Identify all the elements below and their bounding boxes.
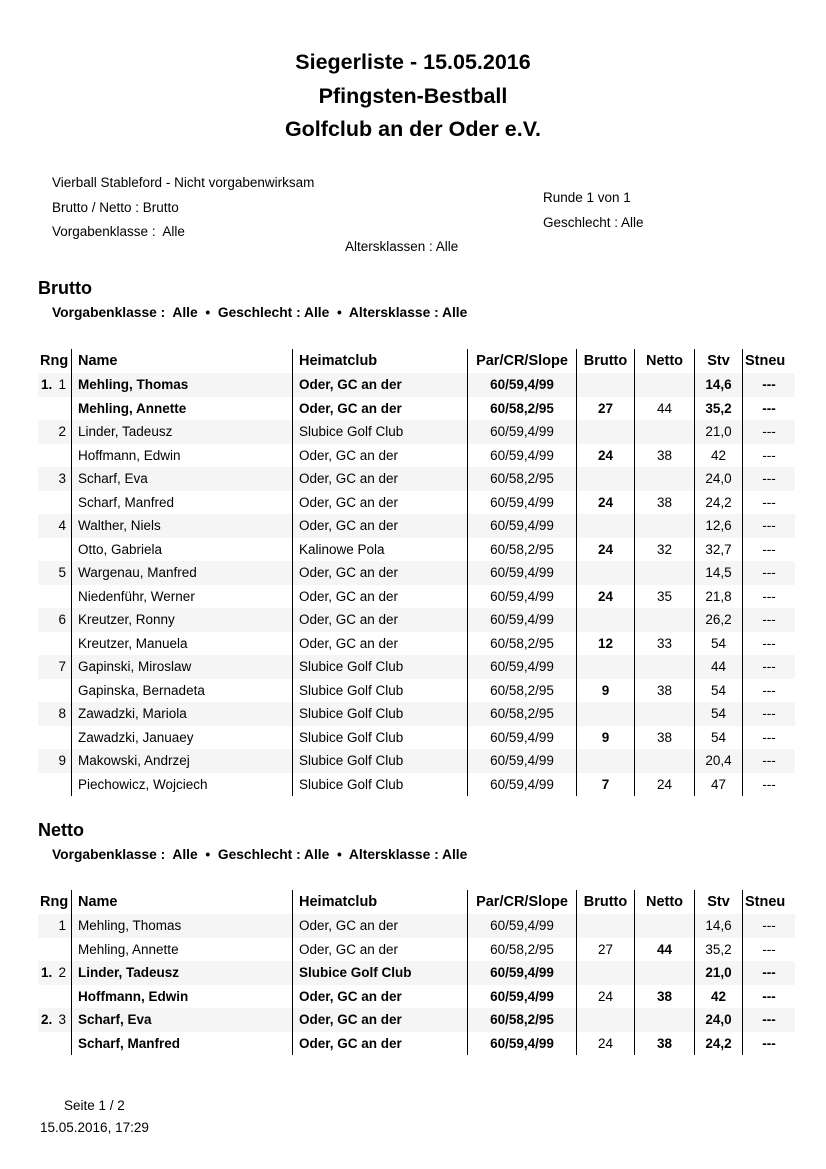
cell-par: 60/59,4/99 — [468, 373, 577, 397]
cell-stv: 21,0 — [695, 420, 743, 444]
cell-netto — [635, 467, 695, 491]
cell-stneu: --- — [762, 471, 776, 487]
cell-netto: 33 — [635, 632, 695, 656]
info-line-2 — [0, 185, 826, 230]
cell-club: Slubice Golf Club — [293, 679, 468, 703]
cell-club: Slubice Golf Club — [293, 655, 468, 679]
cell-club: Oder, GC an der — [293, 1032, 468, 1056]
cell-stv: 21,0 — [695, 961, 743, 985]
table-row — [38, 961, 795, 985]
table-row — [38, 632, 795, 656]
cell-stv: 24,0 — [695, 1008, 743, 1032]
cell-name: Walther, Niels — [72, 514, 293, 538]
cell-name: Zawadzki, Mariola — [72, 702, 293, 726]
cell-name: Makowski, Andrzej — [72, 749, 293, 773]
cell-brutto — [577, 914, 635, 938]
cell-rng — [38, 726, 72, 750]
table-row — [38, 561, 795, 585]
cell-par: 60/58,2/95 — [468, 938, 577, 962]
info-brutto-netto: Brutto / Netto : Brutto — [52, 200, 179, 215]
cell-stneu: --- — [762, 447, 776, 463]
cell-name: Scharf, Manfred — [72, 491, 293, 515]
column-header-brutto: Brutto — [577, 890, 635, 914]
netto-table — [38, 890, 795, 1055]
table-row — [38, 655, 795, 679]
cell-stv: 14,5 — [695, 561, 743, 585]
cell-par: 60/59,4/99 — [468, 773, 577, 797]
cell-brutto: 7 — [577, 773, 635, 797]
rank-number: 5 — [58, 565, 66, 581]
table-row — [38, 773, 795, 797]
cell-par: 60/58,2/95 — [468, 1008, 577, 1032]
cell-name: Otto, Gabriela — [72, 538, 293, 562]
cell-brutto: 24 — [577, 585, 635, 609]
info-runde: Runde 1 von 1 — [543, 190, 631, 205]
rank-number: 3 — [58, 1012, 66, 1028]
cell-club: Oder, GC an der — [293, 373, 468, 397]
cell-name: Linder, Tadeusz — [72, 961, 293, 985]
cell-par: 60/59,4/99 — [468, 491, 577, 515]
cell-rng — [38, 397, 72, 421]
cell-stv: 20,4 — [695, 749, 743, 773]
cell-stneu: --- — [762, 682, 776, 698]
cell-name: Mehling, Thomas — [72, 914, 293, 938]
cell-stneu: --- — [762, 541, 776, 557]
cell-stneu: --- — [762, 588, 776, 604]
info-geschlecht: Geschlecht : Alle — [543, 215, 644, 230]
table-header-row — [38, 890, 795, 914]
cell-club: Oder, GC an der — [293, 444, 468, 468]
cell-rng — [38, 961, 72, 985]
table-row — [38, 397, 795, 421]
cell-club: Oder, GC an der — [293, 1008, 468, 1032]
cell-rng — [38, 773, 72, 797]
column-header-name: Name — [72, 349, 293, 373]
cell-brutto — [577, 608, 635, 632]
cell-par: 60/58,2/95 — [468, 467, 577, 491]
cell-club: Slubice Golf Club — [293, 702, 468, 726]
table-row — [38, 1032, 795, 1056]
cell-stv: 32,7 — [695, 538, 743, 562]
cell-stv: 26,2 — [695, 608, 743, 632]
rank-number: 9 — [58, 753, 66, 769]
cell-brutto: 27 — [577, 938, 635, 962]
cell-stneu: --- — [762, 494, 776, 510]
cell-name: Wargenau, Manfred — [72, 561, 293, 585]
cell-netto — [635, 914, 695, 938]
cell-stneu: --- — [762, 635, 776, 651]
cell-par: 60/59,4/99 — [468, 749, 577, 773]
cell-par: 60/59,4/99 — [468, 961, 577, 985]
table-row — [38, 985, 795, 1009]
column-header-rng: Rng — [38, 349, 72, 373]
cell-par: 60/59,4/99 — [468, 914, 577, 938]
table-row — [38, 538, 795, 562]
cell-rng — [38, 561, 72, 585]
cell-stv: 24,0 — [695, 467, 743, 491]
cell-brutto: 9 — [577, 726, 635, 750]
cell-brutto — [577, 420, 635, 444]
table-row — [38, 373, 795, 397]
cell-stneu: --- — [762, 612, 776, 628]
cell-stv: 54 — [695, 679, 743, 703]
cell-brutto — [577, 749, 635, 773]
rank-number: 4 — [58, 518, 66, 534]
column-header-stv: Stv — [695, 349, 743, 373]
rank-number: 2 — [58, 424, 66, 440]
cell-club: Slubice Golf Club — [293, 961, 468, 985]
cell-rng — [38, 1008, 72, 1032]
cell-name: Gapinski, Miroslaw — [72, 655, 293, 679]
cell-stneu: --- — [762, 377, 776, 393]
cell-rng — [38, 914, 72, 938]
cell-netto — [635, 702, 695, 726]
cell-netto — [635, 608, 695, 632]
cell-rng — [38, 749, 72, 773]
cell-stv: 42 — [695, 444, 743, 468]
cell-name: Scharf, Eva — [72, 467, 293, 491]
cell-stneu: --- — [762, 565, 776, 581]
netto-section-subtitle: Vorgabenklasse : Alle • Geschlecht : Alle • Altersklasse : Alle — [52, 847, 468, 862]
cell-netto: 38 — [635, 985, 695, 1009]
cell-club: Oder, GC an der — [293, 608, 468, 632]
report-title-block — [0, 46, 826, 147]
cell-par: 60/59,4/99 — [468, 726, 577, 750]
footer-timestamp: 15.05.2016, 17:29 — [40, 1120, 149, 1135]
column-header-netto: Netto — [635, 349, 695, 373]
cell-par: 60/58,2/95 — [468, 632, 577, 656]
cell-par: 60/59,4/99 — [468, 444, 577, 468]
cell-stv: 54 — [695, 632, 743, 656]
cell-par: 60/59,4/99 — [468, 585, 577, 609]
rank-number: 6 — [58, 612, 66, 628]
cell-brutto: 27 — [577, 397, 635, 421]
rank-number: 7 — [58, 659, 66, 675]
cell-rng — [38, 444, 72, 468]
cell-brutto: 24 — [577, 985, 635, 1009]
column-header-netto: Netto — [635, 890, 695, 914]
table-row — [38, 726, 795, 750]
cell-stv: 42 — [695, 985, 743, 1009]
cell-brutto — [577, 514, 635, 538]
cell-netto — [635, 561, 695, 585]
cell-club: Oder, GC an der — [293, 561, 468, 585]
cell-rng — [38, 514, 72, 538]
cell-club: Kalinowe Pola — [293, 538, 468, 562]
cell-brutto: 12 — [577, 632, 635, 656]
table-row — [38, 702, 795, 726]
cell-par: 60/59,4/99 — [468, 655, 577, 679]
cell-par: 60/59,4/99 — [468, 985, 577, 1009]
table-row — [38, 514, 795, 538]
cell-name: Mehling, Annette — [72, 397, 293, 421]
cell-netto — [635, 373, 695, 397]
cell-club: Oder, GC an der — [293, 514, 468, 538]
cell-rng — [38, 585, 72, 609]
cell-brutto — [577, 655, 635, 679]
cell-name: Hoffmann, Edwin — [72, 985, 293, 1009]
cell-stneu: --- — [762, 1012, 776, 1028]
cell-rng — [38, 373, 72, 397]
cell-stneu: --- — [762, 729, 776, 745]
table-row — [38, 467, 795, 491]
cell-name: Kreutzer, Manuela — [72, 632, 293, 656]
cell-brutto: 9 — [577, 679, 635, 703]
cell-netto: 24 — [635, 773, 695, 797]
cell-rng — [38, 655, 72, 679]
cell-name: Linder, Tadeusz — [72, 420, 293, 444]
info-altersklassen: Altersklassen : Alle — [345, 239, 459, 254]
cell-club: Slubice Golf Club — [293, 420, 468, 444]
cell-stneu: --- — [762, 776, 776, 792]
cell-name: Scharf, Manfred — [72, 1032, 293, 1056]
cell-par: 60/59,4/99 — [468, 420, 577, 444]
brutto-section-heading: Brutto — [38, 278, 92, 298]
report-title-line-1: Siegerliste - 15.05.2016 — [295, 50, 531, 74]
cell-stneu: --- — [762, 400, 776, 416]
column-header-stneu: Stneu — [745, 894, 786, 910]
cell-stneu: --- — [762, 424, 776, 440]
cell-rng — [38, 985, 72, 1009]
cell-netto: 38 — [635, 491, 695, 515]
cell-club: Slubice Golf Club — [293, 773, 468, 797]
cell-brutto: 24 — [577, 444, 635, 468]
cell-stneu: --- — [762, 1035, 776, 1051]
info-vorgabenklasse: Vorgabenklasse : Alle — [52, 224, 185, 239]
cell-brutto: 24 — [577, 538, 635, 562]
cell-stv: 44 — [695, 655, 743, 679]
column-header-brutto: Brutto — [577, 349, 635, 373]
cell-rng — [38, 1032, 72, 1056]
netto-section-heading: Netto — [38, 820, 84, 840]
cell-club: Oder, GC an der — [293, 632, 468, 656]
cell-club: Oder, GC an der — [293, 938, 468, 962]
cell-netto — [635, 1008, 695, 1032]
footer-page-number: Seite 1 / 2 — [64, 1098, 125, 1113]
table-row — [38, 1008, 795, 1032]
cell-stneu: --- — [762, 941, 776, 957]
cell-name: Piechowicz, Wojciech — [72, 773, 293, 797]
cell-stneu: --- — [762, 918, 776, 934]
cell-name: Mehling, Annette — [72, 938, 293, 962]
brutto-section-subtitle: Vorgabenklasse : Alle • Geschlecht : Alle • Altersklasse : Alle — [52, 305, 468, 320]
table-row — [38, 749, 795, 773]
table-row — [38, 585, 795, 609]
cell-stv: 54 — [695, 726, 743, 750]
cell-rng — [38, 538, 72, 562]
rank-number: 2 — [58, 965, 66, 981]
cell-stneu: --- — [762, 965, 776, 981]
prize-number: 1. — [41, 965, 53, 981]
cell-rng — [38, 420, 72, 444]
rank-number: 3 — [58, 471, 66, 487]
cell-netto: 44 — [635, 938, 695, 962]
cell-stneu: --- — [762, 706, 776, 722]
cell-stv: 47 — [695, 773, 743, 797]
cell-netto — [635, 749, 695, 773]
cell-stv: 12,6 — [695, 514, 743, 538]
cell-club: Slubice Golf Club — [293, 726, 468, 750]
cell-stv: 24,2 — [695, 1032, 743, 1056]
cell-par: 60/59,4/99 — [468, 1032, 577, 1056]
cell-par: 60/59,4/99 — [468, 608, 577, 632]
cell-brutto — [577, 373, 635, 397]
info-format: Vierball Stableford - Nicht vorgabenwirksam — [52, 175, 315, 190]
cell-club: Oder, GC an der — [293, 985, 468, 1009]
column-header-rng: Rng — [38, 890, 72, 914]
cell-netto — [635, 655, 695, 679]
cell-brutto — [577, 467, 635, 491]
cell-brutto — [577, 561, 635, 585]
cell-par: 60/59,4/99 — [468, 514, 577, 538]
cell-netto — [635, 961, 695, 985]
brutto-table — [38, 349, 795, 796]
cell-stneu: --- — [762, 518, 776, 534]
column-header-club: Heimatclub — [293, 349, 468, 373]
cell-stv: 21,8 — [695, 585, 743, 609]
cell-stv: 35,2 — [695, 938, 743, 962]
rank-number: 1 — [58, 377, 66, 393]
cell-club: Oder, GC an der — [293, 914, 468, 938]
cell-stv: 14,6 — [695, 914, 743, 938]
report-title-line-3: Golfclub an der Oder e.V. — [284, 117, 542, 141]
table-row — [38, 679, 795, 703]
table-header-row — [38, 349, 795, 373]
cell-netto: 35 — [635, 585, 695, 609]
column-header-par: Par/CR/Slope — [468, 349, 577, 373]
cell-par: 60/58,2/95 — [468, 679, 577, 703]
cell-rng — [38, 702, 72, 726]
cell-netto: 38 — [635, 444, 695, 468]
cell-par: 60/58,2/95 — [468, 702, 577, 726]
column-header-name: Name — [72, 890, 293, 914]
cell-stneu: --- — [762, 753, 776, 769]
column-header-stv: Stv — [695, 890, 743, 914]
cell-netto: 32 — [635, 538, 695, 562]
cell-stv: 54 — [695, 702, 743, 726]
info-line-3 — [0, 209, 826, 254]
cell-brutto — [577, 702, 635, 726]
cell-rng — [38, 491, 72, 515]
table-row — [38, 938, 795, 962]
cell-rng — [38, 938, 72, 962]
cell-stv: 35,2 — [695, 397, 743, 421]
cell-name: Kreutzer, Ronny — [72, 608, 293, 632]
cell-club: Oder, GC an der — [293, 585, 468, 609]
cell-name: Niedenführ, Werner — [72, 585, 293, 609]
table-row — [38, 914, 795, 938]
rank-number: 1 — [58, 918, 66, 934]
cell-rng — [38, 679, 72, 703]
cell-club: Oder, GC an der — [293, 491, 468, 515]
table-row — [38, 444, 795, 468]
cell-stneu: --- — [762, 988, 776, 1004]
report-title-line-2: Pfingsten-Bestball — [318, 83, 508, 108]
column-header-par: Par/CR/Slope — [468, 890, 577, 914]
cell-brutto — [577, 1008, 635, 1032]
cell-name: Hoffmann, Edwin — [72, 444, 293, 468]
cell-brutto: 24 — [577, 491, 635, 515]
cell-rng — [38, 608, 72, 632]
cell-netto: 38 — [635, 726, 695, 750]
cell-par: 60/58,2/95 — [468, 397, 577, 421]
cell-name: Scharf, Eva — [72, 1008, 293, 1032]
table-row — [38, 420, 795, 444]
cell-stneu: --- — [762, 659, 776, 675]
prize-number: 2. — [41, 1012, 53, 1028]
table-row — [38, 491, 795, 515]
cell-netto: 38 — [635, 679, 695, 703]
cell-name: Gapinska, Bernadeta — [72, 679, 293, 703]
prize-number: 1. — [41, 377, 53, 393]
cell-club: Oder, GC an der — [293, 467, 468, 491]
cell-name: Mehling, Thomas — [72, 373, 293, 397]
cell-netto: 44 — [635, 397, 695, 421]
cell-par: 60/59,4/99 — [468, 561, 577, 585]
cell-netto — [635, 420, 695, 444]
cell-brutto: 24 — [577, 1032, 635, 1056]
cell-par: 60/58,2/95 — [468, 538, 577, 562]
cell-netto — [635, 514, 695, 538]
cell-brutto — [577, 961, 635, 985]
info-line-1 — [0, 160, 826, 205]
cell-stv: 24,2 — [695, 491, 743, 515]
table-row — [38, 608, 795, 632]
cell-rng — [38, 467, 72, 491]
rank-number: 8 — [58, 706, 66, 722]
column-header-stneu: Stneu — [745, 353, 786, 369]
cell-netto: 38 — [635, 1032, 695, 1056]
cell-rng — [38, 632, 72, 656]
cell-name: Zawadzki, Januaey — [72, 726, 293, 750]
cell-club: Slubice Golf Club — [293, 749, 468, 773]
cell-club: Oder, GC an der — [293, 397, 468, 421]
column-header-club: Heimatclub — [293, 890, 468, 914]
cell-stv: 14,6 — [695, 373, 743, 397]
